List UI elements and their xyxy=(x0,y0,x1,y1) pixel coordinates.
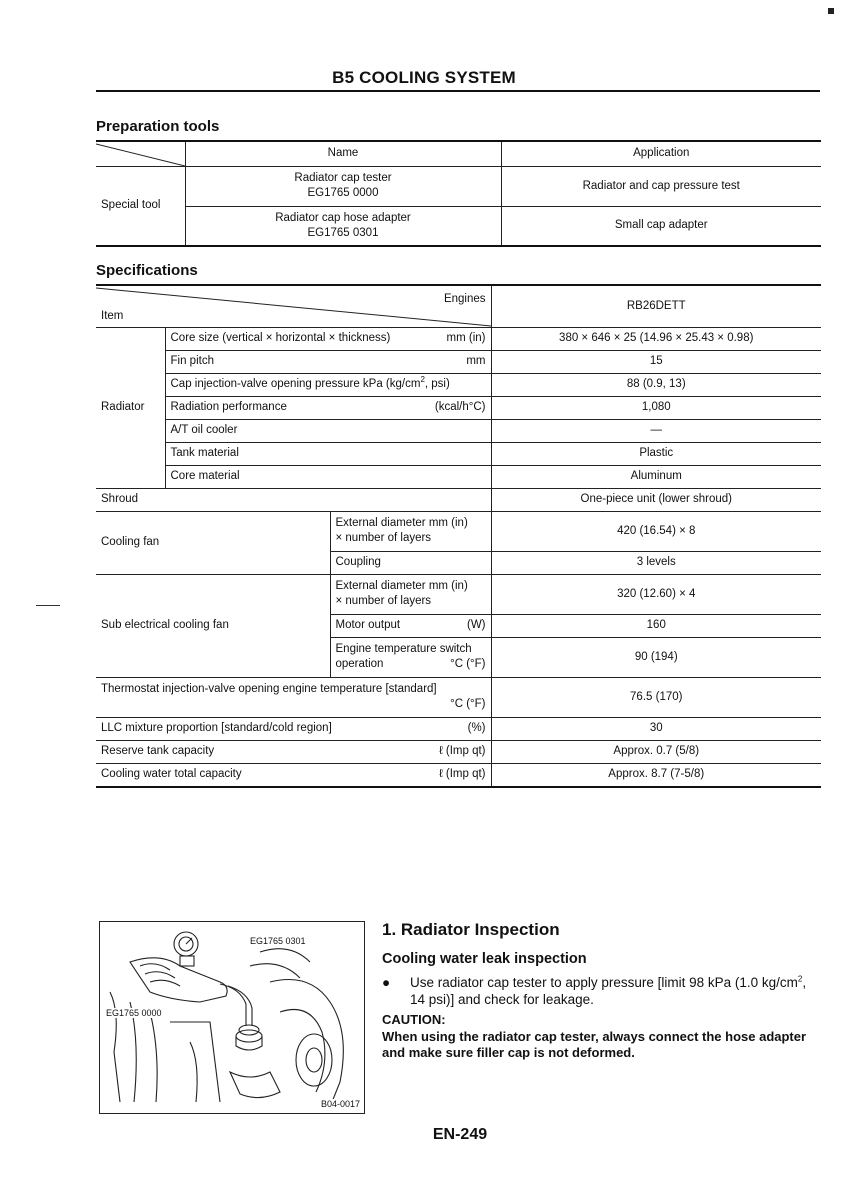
spec-row-label: Core material xyxy=(165,465,491,488)
bullet-dot-icon: ● xyxy=(382,975,391,990)
spec-shroud-value: One-piece unit (lower shroud) xyxy=(491,488,821,511)
spec-row-value: Aluminum xyxy=(491,465,821,488)
spec-shroud-label: Shroud xyxy=(96,488,491,511)
spec-fan-coupling-value: 3 levels xyxy=(491,551,821,574)
spec-row-label: Radiation performance (kcal/h°C) xyxy=(165,396,491,419)
spec-sub-ext-label: External diameter mm (in) × number of layers xyxy=(330,574,491,614)
spec-cooling-fan-label: Cooling fan xyxy=(96,511,330,574)
spec-row-label: A/T oil cooler xyxy=(165,419,491,442)
spec-fan-ext-label: External diameter mm (in) × number of layers xyxy=(330,511,491,551)
figure-label-left: EG1765 0000 xyxy=(106,1008,162,1018)
prep-heading: Preparation tools xyxy=(96,118,220,135)
prep-tool-name: Radiator cap hose adapter EG1765 0301 xyxy=(185,206,501,246)
figure-label-top: EG1765 0301 xyxy=(250,936,306,946)
spec-item-label: Item xyxy=(101,310,124,322)
page-number: EN-249 xyxy=(432,1126,488,1143)
spec-row-value: 15 xyxy=(491,350,821,373)
margin-mark xyxy=(36,605,60,606)
spec-sub-motor-label: Motor output (W) xyxy=(330,614,491,637)
spec-header-corner xyxy=(96,285,491,327)
spec-row-value: — xyxy=(491,419,821,442)
spec-table xyxy=(96,284,821,788)
spec-row-label: Fin pitch mm xyxy=(165,350,491,373)
spec-fan-coupling-label: Coupling xyxy=(330,551,491,574)
spec-llc-label: LLC mixture proportion [standard/cold region] (%) xyxy=(96,717,491,740)
spec-llc-value: 30 xyxy=(491,717,821,740)
prep-col-application: Application xyxy=(501,141,821,166)
spec-total-value: Approx. 8.7 (7-5/8) xyxy=(491,763,821,787)
spec-sub-fan-label: Sub electrical cooling fan xyxy=(96,574,330,677)
prep-corner-cell xyxy=(96,141,185,166)
page-title: B5 COOLING SYSTEM xyxy=(332,68,516,87)
spec-sub-motor-value: 160 xyxy=(491,614,821,637)
spec-row-value: Plastic xyxy=(491,442,821,465)
inspection-heading: 1. Radiator Inspection xyxy=(382,920,560,939)
prep-col-name: Name xyxy=(185,141,501,166)
prep-table xyxy=(96,140,821,247)
spec-row-value: 1,080 xyxy=(491,396,821,419)
spec-sub-ext-value: 320 (12.60) × 4 xyxy=(491,574,821,614)
spec-row-label: Core size (vertical × horizontal × thickness) mm (in) xyxy=(165,327,491,350)
spec-thermostat-value: 76.5 (170) xyxy=(491,677,821,717)
prep-tool-name: Radiator cap tester EG1765 0000 xyxy=(185,166,501,206)
spec-row-value: 380 × 646 × 25 (14.96 × 25.43 × 0.98) xyxy=(491,327,821,350)
corner-mark xyxy=(828,8,834,14)
caution-text: When using the radiator cap tester, always connect the hose adapter and make sure filler cap is not deformed. xyxy=(382,1029,807,1060)
figure-code: B04-0017 xyxy=(320,1099,360,1109)
spec-reserve-value: Approx. 0.7 (5/8) xyxy=(491,740,821,763)
spec-sub-switch-label: Engine temperature switch operation °C (°F) xyxy=(330,637,491,677)
spec-row-label: Tank material xyxy=(165,442,491,465)
prep-tool-application: Radiator and cap pressure test xyxy=(501,166,821,206)
title-rule xyxy=(96,90,820,92)
spec-radiator-label: Radiator xyxy=(96,327,165,488)
spec-row-label: Cap injection-valve opening pressure kPa ($kg/cm^2$, psi) xyxy=(165,373,491,396)
caution-label: CAUTION: xyxy=(382,1012,446,1027)
prep-tool-application: Small cap adapter xyxy=(501,206,821,246)
inspection-bullet: ● Use radiator cap tester to apply pressure [limit 98 kPa (1.0 $kg/cm^2$, 14 psi)] and check for leakage. xyxy=(382,974,807,1007)
radiator-cap-tester-figure xyxy=(99,921,365,1114)
spec-engine-model: RB26DETT xyxy=(491,285,821,327)
diagonal-line-icon xyxy=(96,142,185,167)
spec-thermostat-label: Thermostat injection-valve opening engine temperature [standard] °C (°F) xyxy=(96,677,491,717)
spec-engines-label: Engines xyxy=(443,293,486,305)
prep-row-label: Special tool xyxy=(96,166,185,246)
spec-heading: Specifications xyxy=(96,262,198,279)
spec-row-value: 88 (0.9, 13) xyxy=(491,373,821,396)
spec-total-label: Cooling water total capacity ℓ (Imp qt) xyxy=(96,763,491,787)
spec-sub-switch-value: 90 (194) xyxy=(491,637,821,677)
spec-reserve-label: Reserve tank capacity ℓ (Imp qt) xyxy=(96,740,491,763)
spec-fan-ext-value: 420 (16.54) × 8 xyxy=(491,511,821,551)
inspection-subheading: Cooling water leak inspection xyxy=(382,951,587,967)
